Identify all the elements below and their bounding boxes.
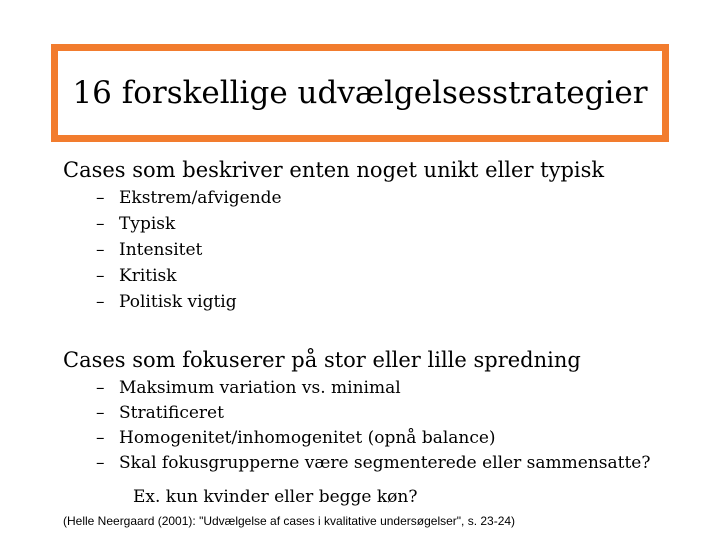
list-item xyxy=(96,214,282,240)
list-item xyxy=(96,453,650,478)
bullet-dash: – xyxy=(96,266,105,286)
list-item xyxy=(96,428,650,453)
list-item-text: Homogenitet/inhomogenitet (opnå balance) xyxy=(119,428,496,448)
list-item xyxy=(96,403,650,428)
bullet-list-unique-typical xyxy=(96,188,282,318)
list-item-text: Maksimum variation vs. minimal xyxy=(119,378,401,398)
bullet-dash: – xyxy=(96,240,105,260)
list-item-text: Politisk vigtig xyxy=(119,292,237,312)
bullet-dash: – xyxy=(96,188,105,208)
list-item-text: Skal fokusgrupperne være segmenterede eller sammensatte? xyxy=(119,453,651,473)
bullet-list-spread xyxy=(96,378,650,478)
title-frame xyxy=(51,44,669,142)
bullet-dash: – xyxy=(96,378,105,398)
bullet-dash: – xyxy=(96,403,105,423)
slide-title: 16 forskellige udvælgelsesstrategier xyxy=(72,75,648,111)
bullet-dash: – xyxy=(96,453,105,473)
section-heading-spread: Cases som fokuserer på stor eller lille spredning xyxy=(63,348,581,372)
list-item-text: Kritisk xyxy=(119,266,177,286)
list-item-text: Stratificeret xyxy=(119,403,224,423)
bullet-dash: – xyxy=(96,428,105,448)
list-item-continuation: Ex. kun kvinder eller begge køn? xyxy=(133,487,418,507)
list-item-text: Ekstrem/afvigende xyxy=(119,188,282,208)
list-item xyxy=(96,240,282,266)
list-item xyxy=(96,266,282,292)
list-item-text: Intensitet xyxy=(119,240,203,260)
list-item xyxy=(96,188,282,214)
citation-footnote: (Helle Neergaard (2001): "Udvælgelse af cases i kvalitative undersøgelser", s. 23-24) xyxy=(63,514,516,528)
list-item xyxy=(96,292,282,318)
section-heading-unique-typical: Cases som beskriver enten noget unikt eller typisk xyxy=(63,158,605,182)
bullet-dash: – xyxy=(96,292,105,312)
list-item xyxy=(96,378,650,403)
list-item-text: Typisk xyxy=(119,214,176,234)
bullet-dash: – xyxy=(96,214,105,234)
